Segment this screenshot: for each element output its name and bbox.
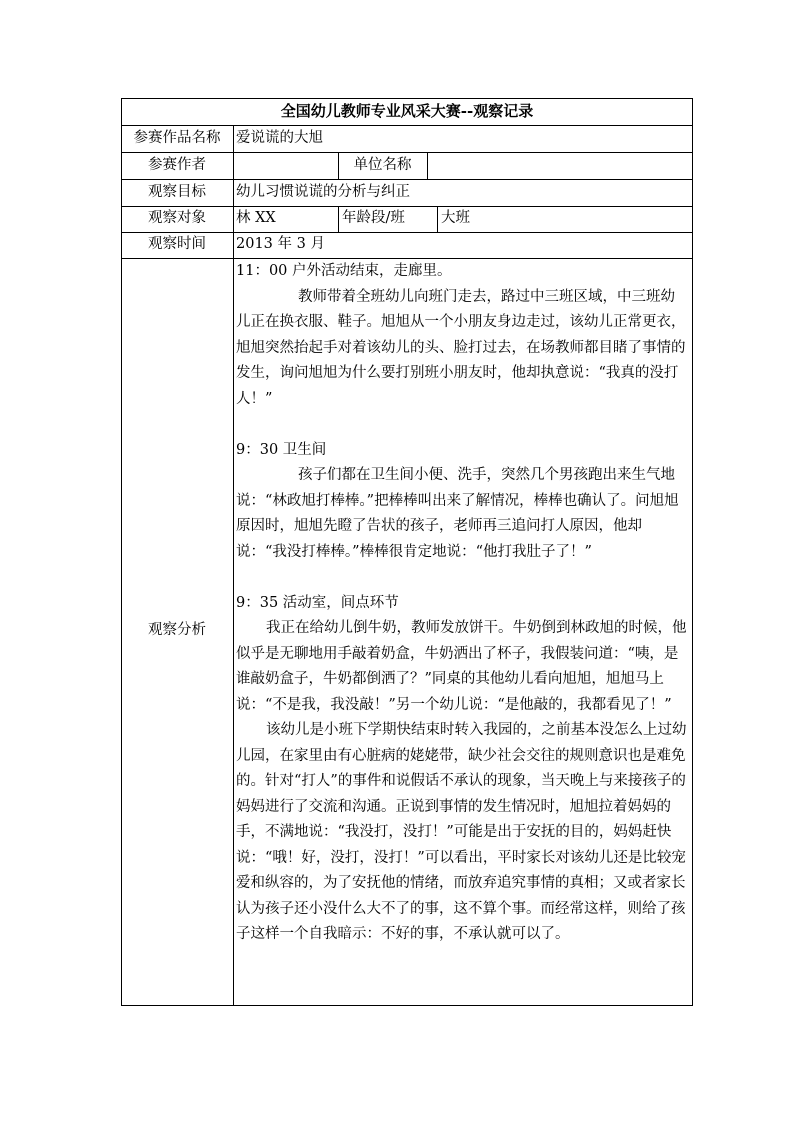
age-value: 大班 (441, 210, 470, 226)
subject-label: 观察对象 (148, 210, 206, 226)
time-value: 2013 年 3 月 (236, 236, 325, 252)
page-title: 全国幼儿教师专业风采大赛--观察记录 (280, 102, 534, 120)
episode-1-heading: 11：00 户外活动结束，走廊里。 (236, 263, 452, 279)
episode-2-body: 孩子们都在卫生间小便、洗手，突然几个男孩跑出来生气地说：“林政旭打棒棒。”把棒棒叫出来了解情况，棒棒也确认了。问旭旭原因时，旭旭先瞪了告状的孩子，老师再三追问打人原因，他却说：“我没打棒棒。”棒棒很肯定地说：“他打我肚子了！” (236, 467, 679, 560)
target-label: 观察目标 (148, 184, 206, 200)
episode-3-heading: 9：35 活动室，间点环节 (236, 594, 399, 611)
observation-record-table (121, 98, 693, 1006)
episode-3-body: 我正在给幼儿倒牛奶，教师发放饼干。牛奶倒到林政旭的时候，他似乎是无聊地用手敲着奶盒，牛奶洒出了杯子，我假装问道：“咦，是谁敲奶盒子，牛奶都倒洒了？”同桌的其他幼儿看向旭旭，旭旭马上说：“不是我，我没敲！”另一个幼儿说：“是他敲的，我都看见了！” (236, 620, 687, 713)
episode-2-heading: 9：30 卫生间 (236, 441, 327, 458)
author-label: 参赛作者 (148, 157, 206, 173)
analysis-label: 观察分析 (148, 622, 206, 638)
age-label: 年龄段/班 (342, 210, 405, 226)
unit-label: 单位名称 (353, 157, 412, 173)
time-label: 观察时间 (148, 236, 206, 252)
work-name-value: 爱说谎的大旭 (236, 130, 323, 146)
episode-1-body: 教师带着全班幼儿向班门走去，路过中三班区域，中三班幼儿正在换衣服、鞋子。旭旭从一个小朋友身边走过，该幼儿正常更衣，旭旭突然抬起手对着该幼儿的头、脸打过去，在场教师都目睹了事情的发生，询问旭旭为什么要打别班小朋友时，他却执意说：“我真的没打人！” (236, 288, 686, 407)
subject-value: 林 XX (236, 210, 276, 226)
analysis-content (236, 259, 688, 948)
work-name-label: 参赛作品名称 (133, 130, 221, 146)
target-value: 幼儿习惯说谎的分析与纠正 (236, 184, 410, 200)
analysis-summary: 该幼儿是小班下学期快结束时转入我园的，之前基本没怎么上过幼儿园，在家里由有心脏病的姥姥带，缺少社会交往的规则意识也是难免的。针对“打人”的事件和说假话不承认的现象，当天晚上与来接孩子的妈妈进行了交流和沟通。正说到事情的发生情况时，旭旭拉着妈妈的手，不满地说：“我没打，没打！”可能是出于安抚的目的，妈妈赶快说：“哦！好，没打，没打！”可以看出，平时家长对该幼儿还是比较宠爱和纵容的，为了安抚他的情绪，而放弃追究事情的真相；又或者家长认为孩子还小没什么大不了的事，这不算个事。而经常这样，则给了孩子这样一个自我暗示：不好的事，不承认就可以了。 (236, 722, 687, 942)
